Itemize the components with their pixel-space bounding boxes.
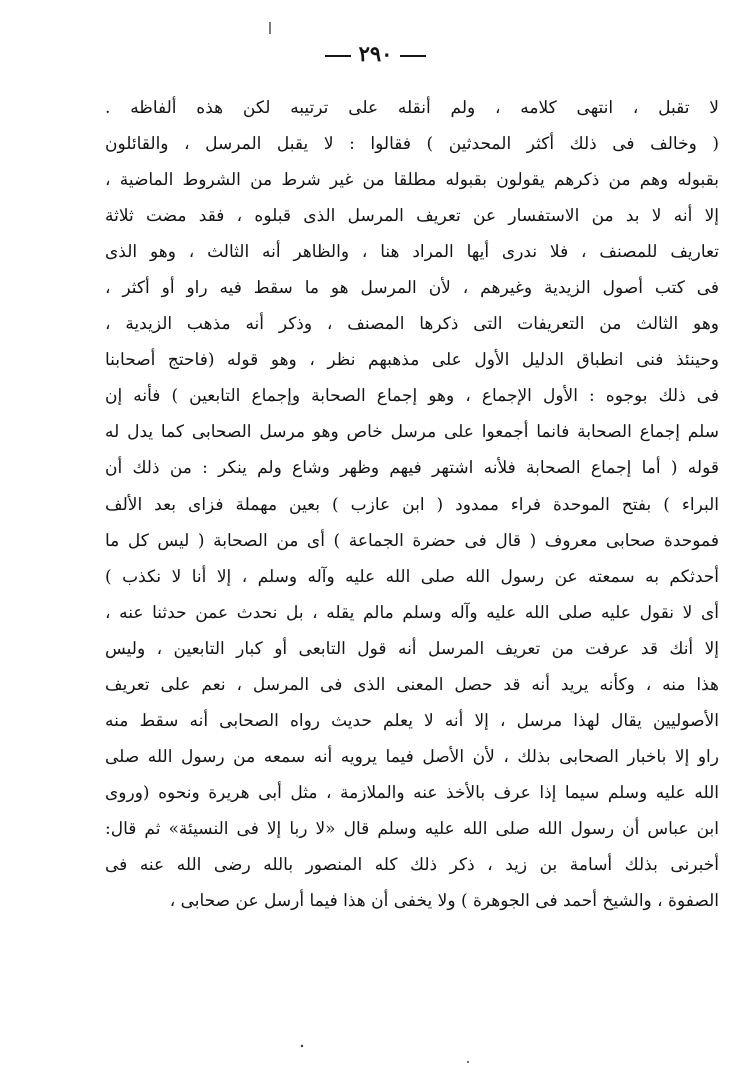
page-header bbox=[0, 40, 751, 68]
text-line: إلا أنه لا بد من الاستفسار عن تعريف المرسل الذى قبلوه ، فقد مضت ثلاثة bbox=[105, 206, 719, 227]
text-line: البراء ) بفتح الموحدة فراء ممدود ( ابن عازب ) بعين مهملة فزاى بعد الألف bbox=[105, 494, 719, 515]
text-line: أخبرنى بذلك أسامة بن زيد ، ذكر ذلك كله المنصور بالله رضى الله عنه فى bbox=[105, 854, 719, 875]
text-line: وهو الثالث من التعريفات التى ذكرها المصنف ، وذكر أنه مذهب الزيدية ، bbox=[105, 314, 719, 335]
text-line: الله عليه وسلم سيما إذا عرف بالأخذ عنه والملازمة ، مثل أبى هريرة ونحوه (وروى bbox=[105, 782, 719, 803]
header-dash-left bbox=[400, 55, 426, 57]
text-line: أحدثكم به سمعته عن رسول الله صلى الله عليه وآله وسلم ، إلا أنا لا نكذب ) bbox=[105, 566, 719, 587]
header-dash-right bbox=[325, 55, 351, 57]
text-line: وحينئذ فنى انطباق الدليل الأول على مذهبهم نظر ، وهو قوله (فاحتج أصحابنا bbox=[105, 350, 719, 371]
speck-mark bbox=[301, 1045, 303, 1047]
text-line: الصفوة ، والشيخ أحمد فى الجوهرة ) ولا يخفى أن هذا فيما أرسل عن صحابى ، bbox=[169, 891, 719, 912]
text-line: بقبوله وهم من ذكرهم يقولون بقبوله مطلقا من غير شرط من الشروط الماضية ، bbox=[105, 170, 719, 191]
text-line: تعاريف للمصنف ، فلا ندرى أيها المراد هنا ، والظاهر أنه الثالث ، وهو الذى bbox=[105, 242, 719, 263]
text-line: إلا أنك قد عرفت من تعريف المرسل أنه قول التابعى أو كبار التابعين ، وليس bbox=[105, 638, 719, 659]
text-line: فى ذلك بوجوه : الأول الإجماع ، وهو إجماع الصحابة وإجماع التابعين ) فأنه إن bbox=[105, 386, 719, 407]
text-line: أى لا نقول عليه صلى الله عليه وآله وسلم مالم يقله ، بل نحدث عمن حدثنا عنه ، bbox=[105, 602, 719, 623]
text-line: هذا منه ، وكأنه يريد أنه قد حصل المعنى الذى فى المرسل ، نعم على تعريف bbox=[105, 674, 719, 695]
body-text bbox=[105, 90, 719, 919]
text-line: ( وخالف فى ذلك أكثر المحدثين ) فقالوا : لا يقبل المرسل ، والقائلون bbox=[105, 134, 719, 155]
text-line: راو إلا باخبار الصحابى بذلك ، لأن الأصل فيما يرويه أنه سمعه من رسول الله صلى bbox=[105, 746, 719, 767]
text-line: فى كتب أصول الزيدية وغيرهم ، لأن المرسل هو ما سقط فيه راو أو أكثر ، bbox=[105, 278, 719, 299]
text-line: لا تقبل ، انتهى كلامه ، ولم أنقله على ترتيبه لكن هذه ألفاظه . bbox=[105, 98, 719, 118]
text-line: سلم إجماع الصحابة فانما أجمعوا على مرسل خاص وهو مرسل الصحابى كما يدل له bbox=[105, 422, 719, 443]
text-line: الأصوليين يقال لهذا مرسل ، إلا أنه لا يعلم حديث رواه الصحابى أنه سقط منه bbox=[105, 710, 719, 731]
text-line: فموحدة صحابى معروف ( قال فى حضرة الجماعة ) أى من الصحابة ( ليس كل ما bbox=[105, 530, 719, 551]
text-line: قوله ( أما إجماع الصحابة فلأنه اشتهر فيهم وظهر وشاع ولم ينكر : من ذلك أن bbox=[105, 458, 719, 479]
text-line: ابن عباس أن رسول الله صلى الله عليه وسلم قال «لا ربا إلا فى النسيئة» ثم قال: bbox=[105, 818, 719, 839]
page-number: ٢٩٠ bbox=[358, 41, 393, 66]
speck-mark bbox=[467, 1061, 469, 1063]
